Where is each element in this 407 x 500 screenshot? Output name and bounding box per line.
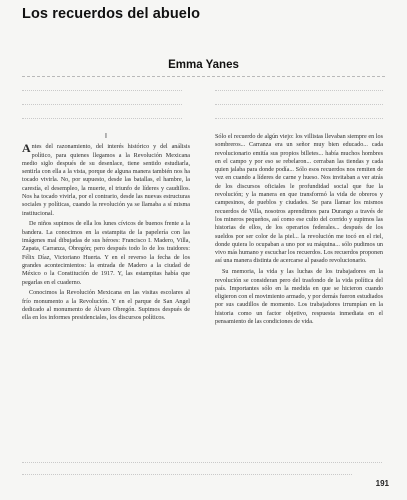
scan-noise — [22, 474, 352, 475]
scan-noise — [22, 104, 182, 105]
section-number: I — [105, 133, 107, 140]
paragraph: Conocimos la Revolución Mexicana en las visitas escolares al frío monumento a la Revolución. Y en el parque de San Angel dedicado al monumento de Álvaro Obregón. Supimos después de ella en los informes presidenciales, los discursos políticos. — [22, 290, 190, 322]
article-title: Los recuerdos del abuelo — [22, 6, 201, 22]
drop-cap: A — [22, 141, 31, 156]
scan-noise — [22, 118, 182, 119]
scan-noise — [22, 462, 382, 463]
scan-noise — [215, 104, 383, 105]
paragraph: De niños supimos de ella los lunes cívicos de buenos frente a la bandera. La conocimos en la estampita de la papelería con las imágenes mal dibujadas de sus héroes: Francisco I. Madero, Villa, Zapata, Carranza, Obregón; pero después todo lo de los traidores: Félix Díaz, Victoriano Huerta. Y en el reverso la fecha de los grandes acontecimientos: la entrada de Madero a la ciudad de México o la Constitución de 1917. Y, las estampitas había que pegarlas en el cuaderno. — [22, 221, 190, 286]
header-divider — [22, 76, 385, 77]
article-author: Emma Yanes — [168, 59, 239, 71]
paragraph: Su memoria, la vida y las luchas de los trabajadores en la revolución se consideran pero del trasfondo de la vida política del país. Importantes sólo en la medida en que se hicieron cuando eligieron con el movimiento armado, y por demás fueron estudiados por sus caudillos de momento. Los trabajadores irrumpían en la historia como un factor objetivo, respuesta inmediata en el pensamiento de las condiciones de vida. — [215, 269, 383, 326]
page-number: 191 — [375, 479, 389, 488]
scan-noise — [215, 90, 383, 91]
scan-noise — [215, 118, 383, 119]
paragraph: Antes del razonamiento, del interés histórico y del análisis político, para quienes llegamos a la Revolución Mexicana medio siglo después de su desenlace, tiene sentido estudiarla, sentirla con ella a la vista, porque de alguna manera también nos ha tocado vivirla. No, por supuesto, desde las batallas, el hambre, la carestía, el desempleo, la muerte, el triunfo de líderes y caudillos. Nos ha tocado vivirla, por el contrario, desde las nuevas estructuras sociales y políticas, cuando la revolución ya se llamaba a sí misma institucional. — [22, 141, 190, 217]
right-column — [215, 133, 383, 329]
scan-noise — [22, 90, 182, 91]
paragraph: Sólo el recuerdo de algún viejo: los villistas llevaban siempre en los sombreros... Carranza era un señor muy bien educado... cada revolucionario emitía sus propios billetes... había muchos hombres en el campo y por eso se rebelaron... cerraban las tiendas y cada quien jalaba para donde podía... Sólo esos recuerdos nos remiten de vez en cuando a líderes de carne y hueso. Nos invitaban a ver atrás de los discursos oficiales le profundidad social que fue la revolución; y la manera en que transformó la vida de obreros y campesinos, de pueblos y ciudades. Se para llamar los mismos recuerdos de Villa, nosotros aprendimos para Durango a través de los mineros pequeños, así como ese culto del corrido y supimos las historias de ellos, de los operarios federales... después de los sueldos por ser color de la piel... la revolución me tocó en el riel, donde quiera lo ocupaban a uno por su máquina... sólo pudimos un vivo más humano y escuchar los recuerdos. Los recuerdos proponen así una manera distinta de acercarse al pasado revolucionario. — [215, 134, 383, 265]
left-column — [22, 133, 190, 325]
